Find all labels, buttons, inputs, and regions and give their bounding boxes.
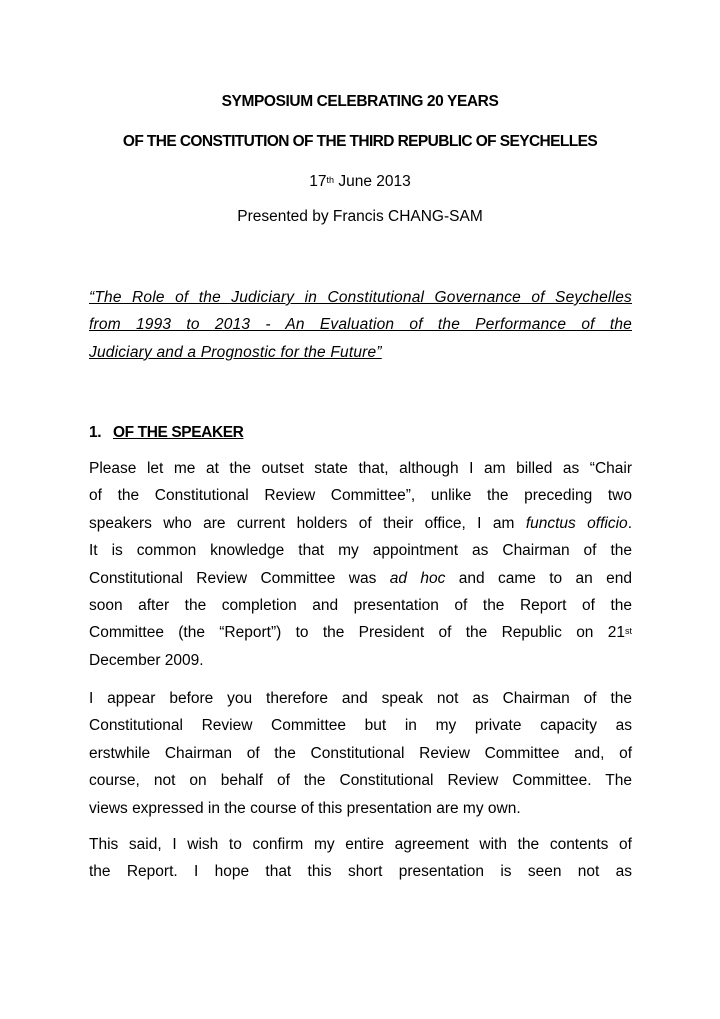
text-run: . xyxy=(627,514,632,532)
text-run: speakers who are current holders of their office, I am xyxy=(89,514,526,532)
paragraph-line: Please let me at the outset state that, although I am billed as “Chair xyxy=(89,460,632,477)
italic-term: functus officio xyxy=(525,514,628,532)
text-run: Constitutional Review Committee was xyxy=(89,569,390,587)
paragraph-line: course, not on behalf of the Constitutional Review Committee. The xyxy=(89,772,632,790)
paragraph-line: soon after the completion and presentation of the Report of the xyxy=(89,596,632,614)
text-run: Committee (the “Report”) to the President of the Republic on 21 xyxy=(89,624,625,642)
section-heading xyxy=(89,419,632,446)
paragraph-line: Constitutional Review Committee but in my private capacity as xyxy=(89,717,632,735)
ordinal-suffix: st xyxy=(624,626,632,637)
paragraph-line: It is common knowledge that my appointment as Chairman of the xyxy=(89,542,632,560)
section-heading-text: OF THE SPEAKER xyxy=(113,424,244,441)
date-ordinal-suffix: th xyxy=(326,175,335,185)
paragraph-line: the Report. I hope that this short presentation is seen not as xyxy=(89,863,632,881)
paragraph-line: of the Constitutional Review Committee”, unlike the preceding two xyxy=(89,487,632,505)
subtitle-line: “The Role of the Judiciary in Constitutional Governance of Seychelles xyxy=(89,289,632,306)
italic-term: ad hoc xyxy=(389,569,446,587)
paragraph-3 xyxy=(89,831,632,886)
date-day: 17 xyxy=(309,173,327,190)
subtitle-line: from 1993 to 2013 - An Evaluation of the Performance of the xyxy=(89,316,632,334)
event-date xyxy=(0,172,720,192)
paragraph-1 xyxy=(89,455,632,674)
paragraph-line xyxy=(89,619,632,646)
document-title-line-2: OF THE CONSTITUTION OF THE THIRD REPUBLIC OF SEYCHELLES xyxy=(122,133,598,150)
section-number: 1. xyxy=(89,424,102,441)
paragraph-line: erstwhile Chairman of the Constitutional Review Committee and, of xyxy=(89,744,632,762)
text-run: and came to an end xyxy=(445,569,632,587)
presenter-line: Presented by Francis CHANG-SAM xyxy=(237,208,483,225)
paragraph-line: I appear before you therefore and speak not as Chairman of the xyxy=(89,690,632,707)
paragraph-line: views expressed in the course of this presentation are my own. xyxy=(89,799,521,817)
subtitle-line: Judiciary and a Prognostic for the Future” xyxy=(89,343,382,361)
presentation-subtitle xyxy=(89,284,632,366)
paragraph-line: December 2009. xyxy=(89,651,204,669)
paragraph-2 xyxy=(89,685,632,822)
date-month-year: June 2013 xyxy=(334,173,411,190)
paragraph-line xyxy=(89,510,632,537)
document-title-line-1: SYMPOSIUM CELEBRATING 20 YEARS xyxy=(221,93,499,110)
paragraph-line: This said, I wish to confirm my entire agreement with the contents of xyxy=(89,836,632,853)
paragraph-line xyxy=(89,565,632,592)
